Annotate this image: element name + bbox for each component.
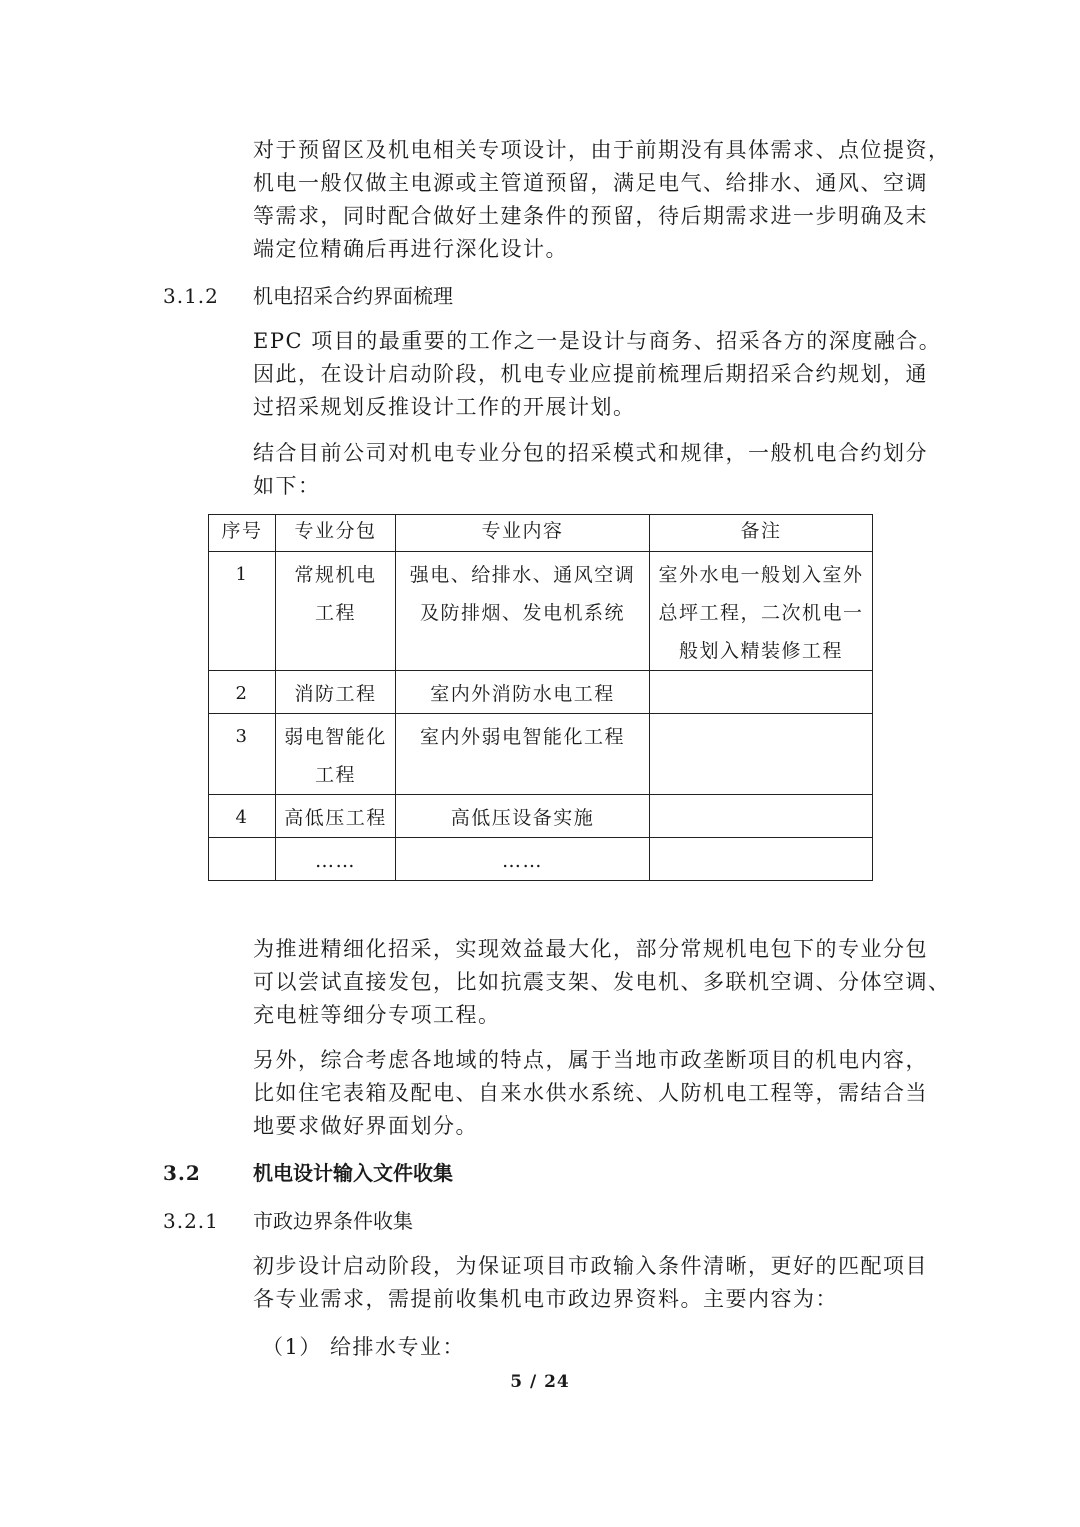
paragraph-regional: [253, 1044, 933, 1143]
paragraph-contract-division: [253, 437, 933, 503]
text-line: 为推进精细化招采，实现效益最大化，部分常规机电包下的专业分包: [253, 937, 928, 961]
text-line: 对于预留区及机电相关专项设计，由于前期没有具体需求、点位提资，: [253, 138, 951, 162]
page-number: 5 / 24: [510, 1372, 570, 1392]
header-note: 备注: [650, 515, 873, 552]
text-line: 因此，在设计启动阶段，机电专业应提前梳理后期招采合约规划，通: [253, 362, 928, 386]
header-package: 专业分包: [276, 515, 396, 552]
section-title: 机电设计输入文件收集: [253, 1161, 453, 1185]
table-row: [209, 838, 873, 881]
text-line: 过招采规划反推设计工作的开展计划。: [253, 395, 636, 419]
paragraph-epc: [253, 325, 942, 424]
cell-seq: 1: [209, 552, 276, 671]
text-line: 机电一般仅做主电源或主管道预留，满足电气、给排水、通风、空调: [253, 171, 928, 195]
section-number: 3.2.1: [163, 1209, 219, 1233]
table-row: [209, 552, 873, 671]
section-heading-3-1-2: [163, 281, 453, 311]
cell-content: [396, 714, 650, 795]
cell-line: 弱电智能化: [284, 726, 387, 748]
cell-seq: 4: [209, 795, 276, 838]
text-line: 等需求，同时配合做好土建条件的预留，待后期需求进一步明确及末: [253, 204, 928, 228]
cell-line: 总坪工程，二次机电一: [658, 602, 864, 624]
text-line: 比如住宅表箱及配电、自来水供水系统、人防机电工程等，需结合当: [253, 1081, 928, 1105]
cell-line: 强电、给排水、通风空调: [409, 564, 636, 586]
cell-line: 消防工程: [294, 683, 377, 705]
list-item-water: [262, 1331, 942, 1364]
table-row: [209, 714, 873, 795]
header-content: 专业内容: [396, 515, 650, 552]
cell-content: [396, 552, 650, 671]
text-line: 端定位精确后再进行深化设计。: [253, 237, 568, 261]
header-seq: 序号: [209, 515, 276, 552]
cell-seq: 3: [209, 714, 276, 795]
section-title: 市政边界条件收集: [253, 1209, 413, 1233]
cell-line: 工程: [314, 602, 356, 624]
section-heading-3-2-1: [163, 1206, 413, 1236]
contract-table: [208, 514, 873, 881]
paragraph-reserved-area: [253, 134, 951, 266]
table-header-row: [209, 515, 873, 552]
paragraph-refined-procurement: [253, 933, 951, 1032]
text-line: 如下：: [253, 474, 321, 498]
text-line: 充电桩等细分专项工程。: [253, 1003, 501, 1027]
cell-line: 室内外弱电智能化工程: [419, 726, 625, 748]
cell-package: [276, 714, 396, 795]
cell-line: 工程: [314, 764, 356, 786]
cell-package: [276, 795, 396, 838]
cell-content: [396, 838, 650, 881]
cell-note: [650, 795, 873, 838]
cell-line: 高低压工程: [284, 807, 387, 829]
text-line: 可以尝试直接发包，比如抗震支架、发电机、多联机空调、分体空调、: [253, 970, 951, 994]
cell-line: ……: [315, 850, 356, 872]
table-row: [209, 671, 873, 714]
text-line: EPC 项目的最重要的工作之一是设计与商务、招采各方的深度融合。: [253, 329, 942, 353]
cell-line: 常规机电: [294, 564, 377, 586]
section-number: 3.2: [163, 1161, 201, 1185]
section-number: 3.1.2: [163, 284, 219, 308]
cell-package: [276, 671, 396, 714]
cell-line: 般划入精装修工程: [678, 640, 843, 662]
cell-line: 高低压设备实施: [450, 807, 595, 829]
cell-line: 及防排烟、发电机系统: [419, 602, 625, 624]
cell-package: [276, 838, 396, 881]
section-heading-3-2: [163, 1158, 453, 1188]
cell-content: [396, 795, 650, 838]
text-line: 地要求做好界面划分。: [253, 1114, 478, 1138]
cell-note: [650, 671, 873, 714]
cell-note: [650, 552, 873, 671]
cell-line: 室内外消防水电工程: [430, 683, 615, 705]
cell-note: [650, 838, 873, 881]
section-title: 机电招采合约界面梳理: [253, 284, 453, 308]
text-line: （1） 给排水专业：: [262, 1335, 466, 1359]
paragraph-municipal: [253, 1250, 933, 1316]
cell-line: ……: [502, 850, 543, 872]
text-line: 另外，综合考虑各地域的特点，属于当地市政垄断项目的机电内容，: [253, 1048, 928, 1072]
cell-content: [396, 671, 650, 714]
cell-package: [276, 552, 396, 671]
text-line: 各专业需求，需提前收集机电市政边界资料。主要内容为：: [253, 1287, 838, 1311]
cell-line: 室外水电一般划入室外: [658, 564, 864, 586]
cell-note: [650, 714, 873, 795]
cell-seq: 2: [209, 671, 276, 714]
text-line: 初步设计启动阶段，为保证项目市政输入条件清晰，更好的匹配项目: [253, 1254, 928, 1278]
text-line: 结合目前公司对机电专业分包的招采模式和规律，一般机电合约划分: [253, 441, 928, 465]
cell-seq: [209, 838, 276, 881]
table-row: [209, 795, 873, 838]
